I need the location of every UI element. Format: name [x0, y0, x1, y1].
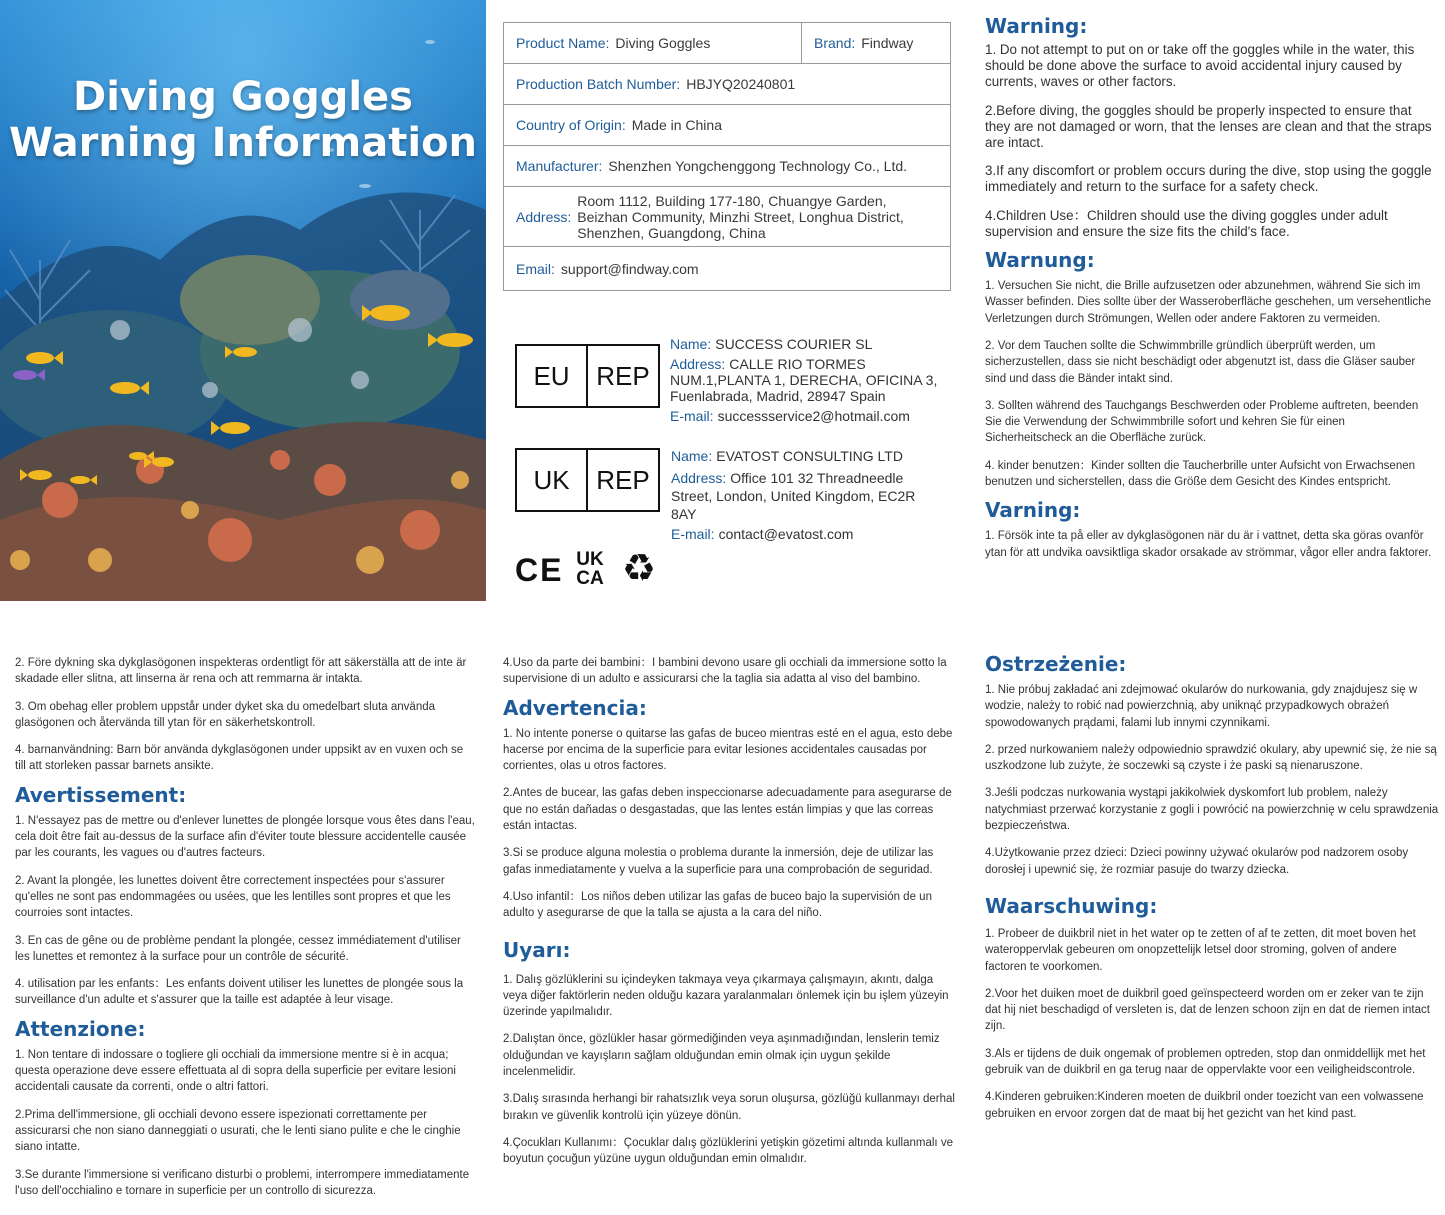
- uk-rep-email: contact@evatost.com: [718, 526, 854, 542]
- sv-p4: 4. barnanvändning: Barn bör använda dykglasögonen under uppsikt av en vuxen och se till att storleken passar barnets ansikte.: [15, 744, 464, 773]
- nl-p2: 2.Voor het duiken moet de duikbril goed geïnspecteerd worden om er zeker van te zijn dat hij niet beschadigd of versleten is, dat de lenzen schoon zijn en dat de riemen intact zijn.: [985, 987, 1430, 1033]
- tr-title: Uyarı:: [503, 937, 571, 962]
- brand-label: Brand:: [814, 35, 856, 51]
- es-p2: 2.Antes de bucear, las gafas deben inspeccionarse adecuadamente para asegurarse de que no están dañadas o desgastadas, que las lentes están limpias y que las correas están intactas.: [503, 787, 952, 833]
- batch-label: Production Batch Number:: [516, 76, 681, 92]
- warnings-column-bottom-right: [985, 652, 1440, 1133]
- eu-rep-name-label: Name:: [670, 336, 712, 352]
- en-p2: 2.Before diving, the goggles should be properly inspected to ensure that they are not damaged or worn, that the lenses are clean and that the straps are intact.: [985, 102, 1432, 151]
- sv-p1: 1. Försök inte ta på eller av dykglasögonen när du är i vattnet, detta ska göras ovanför ytan för att undvika oavsiktliga skador orsakade av strömmar, vågor eller andra faktorer.: [985, 530, 1432, 559]
- de-p4: 4. kinder benutzen：Kinder sollten die Taucherbrille unter Aufsicht von Erwachsenen benutzen und sicherstellen, dass die Größe dem Gesicht des Kindes entspricht.: [985, 459, 1416, 488]
- manufacturer-row: [504, 146, 950, 187]
- tr-p3: 3.Dalış sırasında herhangi bir rahatsızlık veya sorun oluşursa, gözlüğü kullanmayı derhal bırakın ve güvenlik kontrolü için yüzeye dönün.: [503, 1093, 955, 1122]
- hero-title-line1: Diving Goggles: [73, 74, 413, 120]
- eu-rep-box: [515, 344, 660, 408]
- en-p1: 1. Do not attempt to put on or take off the goggles while in the water, this should be done above the surface to avoid accidental injury caused by currents, waves or other factors.: [985, 42, 1415, 90]
- email-value: support@findway.com: [560, 260, 699, 277]
- warnings-column-right-top: [985, 14, 1435, 572]
- fr-title: Avertissement:: [15, 782, 187, 807]
- warnings-column-bottom-middle: [503, 655, 958, 1179]
- origin-row: [504, 105, 950, 146]
- uk-rep-info: [671, 447, 941, 543]
- eu-rep-box-left: EU: [517, 346, 588, 406]
- ce-mark-icon: CE: [515, 552, 564, 588]
- manufacturer-value: Shenzhen Yongchenggong Technology Co., Ltd.: [608, 158, 908, 174]
- origin-label: Country of Origin:: [516, 117, 626, 133]
- de-p2: 2. Vor dem Tauchen sollte die Schwimmbrille gründlich überprüft werden, um sicherzustellen, dass sie nicht beschädigt oder abgenutzt ist, dass die Gläser sauber sind und dass die Bänder intakt sind.: [985, 339, 1416, 385]
- es-title: Advertencia:: [503, 695, 647, 720]
- ukca-top: UK: [576, 549, 604, 570]
- batch-value: HBJYQ20240801: [686, 76, 796, 92]
- sv-p2: 2. Före dykning ska dykglasögonen inspekteras ordentligt för att säkerställa att de inte är skadade eller slitna, att linserna är rena och att remmarna är intakta.: [15, 657, 467, 686]
- uk-rep-address: Office 101 32 Threadneedle Street, London, United Kingdom, EC2R 8AY: [671, 470, 916, 522]
- nl-p4: 4.Kinderen gebruiken:Kinderen moeten de duikbril onder toezicht van een volwassene gebruiken en ervoor zorgen dat de maat bij het gezicht van het kind past.: [985, 1091, 1424, 1120]
- it-p4: 4.Uso da parte dei bambini：I bambini devono usare gli occhiali da immersione sotto la supervisione di un adulto e assicurarsi che la taglia sia adatta al viso del bambino.: [503, 657, 947, 686]
- pl-p3: 3.Jeśli podczas nurkowania wystąpi jakikolwiek dyskomfort lub problem, należy natychmiast przerwać korzystanie z gogli i powrócić na powierzchnię w celu sprawdzenia bezpieczeństwa.: [985, 787, 1439, 833]
- product-name-value: Diving Goggles: [615, 35, 711, 51]
- en-p3: 3.If any discomfort or problem occurs during the dive, stop using the goggle immediately and return to the surface for a safety check.: [985, 163, 1432, 195]
- eu-rep-email-label: E-mail:: [670, 408, 714, 424]
- eu-rep-info: [670, 336, 955, 424]
- uk-rep-name: EVATOST CONSULTING LTD: [716, 448, 903, 464]
- hero-title-line2: Warning Information: [8, 120, 478, 166]
- pl-p2: 2. przed nurkowaniem należy odpowiednio sprawdzić okulary, aby upewnić się, że nie są uszkodzone lub zużyte, że soczewki są czyste i że paski są nienaruszone.: [985, 743, 1437, 773]
- product-name-label: Product Name:: [516, 35, 610, 51]
- hero-image: [0, 0, 486, 601]
- pl-p1: 1. Nie próbuj zakładać ani zdejmować okularów do nurkowania, gdy znajdujesz się w wodzie, należy to robić nad powierzchnią, aby uniknąć przypadkowych obrażeń spowodowanych prądami, falami lub innymi czynnikami.: [985, 684, 1418, 729]
- manufacturer-label: Manufacturer:: [516, 158, 603, 174]
- en-p4: 4.Children Use：Children should use the diving goggles under adult supervision and ensure the size fits the child's face.: [985, 207, 1388, 239]
- fr-p2: 2. Avant la plongée, les lunettes doivent être correctement inspectées pour s'assurer qu'elles ne sont pas endommagées ou usées, que les lentilles sont propres et que les courroies sont intactes.: [15, 874, 451, 920]
- product-name-row: [504, 23, 950, 64]
- eu-rep-name: SUCCESS COURIER SL: [715, 336, 873, 352]
- es-p4: 4.Uso infantil：Los niños deben utilizar las gafas de buceo bajo la supervisión de un adulto y asegurarse de que la talla se ajusta a la cara del niño.: [503, 890, 932, 920]
- de-p1: 1. Versuchen Sie nicht, die Brille aufzusetzen oder abzunehmen, während Sie sich im Wasser befinden. Dies sollte über der Wasseroberfläche geschehen, um versehentliche Verletzungen durch Strömungen, Wellen oder andere Faktoren zu vermeiden.: [985, 280, 1431, 325]
- address-label: Address:: [516, 208, 572, 225]
- de-p3: 3. Sollten während des Tauchgangs Beschwerden oder Probleme auftreten, beenden Sie die Verwendung der Schwimmbrille sofort und kehren Sie für einen Sicherheitscheck an die Oberfläche zurück.: [985, 399, 1419, 445]
- tr-p2: 2.Dalıştan önce, gözlükler hasar görmediğinden veya aşınmadığından, lenslerin temiz olduğundan ve kayışların sağlam olduğundan emin olmak için uygun şekilde incelenmelidir.: [503, 1033, 940, 1079]
- eu-rep-address-label: Address:: [670, 356, 726, 372]
- pl-title: Ostrzeżenie:: [985, 652, 1127, 676]
- address-row: [504, 187, 950, 247]
- warnings-column-bottom-left: [15, 655, 475, 1210]
- batch-row: [504, 64, 950, 105]
- nl-p3: 3.Als er tijdens de duik ongemak of problemen optreden, stop dan onmiddellijk met het gebruik van de duikbril en ga terug naar de oppervlakte voor een veiligheidscontrole.: [985, 1047, 1426, 1077]
- it-p3: 3.Se durante l'immersione si verificano disturbi o problemi, interrompere immediatamente l'uso dell'occhialino e tornare in superficie per un controllo di sicurezza.: [15, 1168, 470, 1197]
- address-value: Room 1112, Building 177-180, Chuangye Garden, Beizhan Community, Minzhi Street, Longhua District, Shenzhen, Guangdong, China: [577, 192, 904, 241]
- pl-p4: 4.Użytkowanie przez dzieci: Dzieci powinny używać okularów pod nadzorem osoby dorosłej i upewnić się, że rozmiar pasuje do twarzy dziecka.: [985, 847, 1409, 876]
- uk-rep-address-label: Address:: [671, 470, 727, 486]
- de-title: Warnung:: [985, 248, 1095, 273]
- tr-p1: 1. Dalış gözlüklerini su içindeyken takmaya veya çıkarmaya çalışmayın, akıntı, dalga veya diğer faktörlerin neden olduğu kazara yaralanmaları önlemek için bu işlem yüzeyin üzerinde yapılmalıdır.: [503, 973, 949, 1019]
- uk-rep-box-right: REP: [596, 464, 650, 495]
- ukca-bottom: CA: [576, 568, 604, 589]
- product-info-table: [503, 22, 951, 291]
- uk-rep-name-label: Name:: [671, 448, 713, 464]
- tr-p4: 4.Çocukları Kullanımı：Çocuklar dalış gözlüklerini yetişkin gözetimi altında kullanmalı ve boyutun çocuğun yüzüne uygun olduğundan emin olmalıdır.: [503, 1136, 953, 1166]
- uk-rep-box: [515, 448, 660, 512]
- uk-rep-box-left: UK: [517, 450, 588, 510]
- brand-value: Findway: [861, 35, 914, 51]
- uk-rep-email-label: E-mail:: [671, 526, 715, 542]
- nl-title: Waarschuwing:: [985, 893, 1158, 918]
- nl-p1: 1. Probeer de duikbril niet in het water op te zetten of af te zetten, dit moet boven het wateroppervlak gebeuren om onopzettelijk letsel door stroming, golven of andere factoren te voorkomen.: [985, 927, 1416, 973]
- es-p1: 1. No intente ponerse o quitarse las gafas de buceo mientras esté en el agua, esto debe hacerse por encima de la superficie para evitar lesiones accidentales causadas por corrientes, olas u otros factores.: [503, 727, 953, 773]
- email-label: Email:: [516, 260, 555, 277]
- recycle-icon: ♻: [622, 548, 657, 590]
- en-title: Warning:: [985, 14, 1088, 38]
- it-p1: 1. Non tentare di indossare o togliere gli occhiali da immersione mentre si è in acqua; questa operazione deve essere effettuata al di sopra della superficie per evitare lesioni accidentali causate da correnti, onde o altri fattori.: [15, 1048, 456, 1094]
- ukca-mark-icon: [570, 550, 610, 588]
- fr-p1: 1. N'essayez pas de mettre ou d'enlever lunettes de plongée lorsque vous êtes dans l'eau, cela doit être fait au-dessus de la surface afin d'éviter toute blessure accidentelle causée par les courants, les vagues ou d'autres facteurs.: [15, 814, 475, 860]
- sv-title: Varning:: [985, 498, 1081, 523]
- eu-rep-address: CALLE RIO TORMES NUM.1,PLANTA 1, DERECHA, OFICINA 3, Fuenlabrada, Madrid, 28947 Spain: [670, 356, 938, 404]
- eu-rep-email: successservice2@hotmail.com: [717, 408, 910, 424]
- email-row: [504, 247, 950, 290]
- es-p3: 3.Si se produce alguna molestia o problema durante la inmersión, deje de utilizar las gafas inmediatamente y vuelva a la superficie para una comprobación de seguridad.: [503, 847, 934, 876]
- it-p2: 2.Prima dell'immersione, gli occhiali devono essere ispezionati correttamente per assicurarsi che non siano danneggiati o usurati, che le lenti siano pulite e che le cinghie siano intatte.: [15, 1108, 461, 1154]
- fr-p3: 3. En cas de gêne ou de problème pendant la plongée, cessez immédiatement d'utiliser les lunettes et remontez à la surface pour un contrôle de sécurité.: [15, 934, 461, 963]
- it-title: Attenzione:: [15, 1016, 146, 1041]
- sv-p3: 3. Om obehag eller problem uppstår under dyket ska du omedelbart sluta använda glasögonen och återvända till ytan för en säkerhetskontroll.: [15, 700, 436, 729]
- fr-p4: 4. utilisation par les enfants：Les enfants doivent utiliser les lunettes de plongée sous la surveillance d'un adulte et s'assurer que la taille est adaptée à leur visage.: [15, 978, 464, 1007]
- origin-value: Made in China: [631, 117, 722, 133]
- eu-rep-box-right: REP: [596, 360, 650, 391]
